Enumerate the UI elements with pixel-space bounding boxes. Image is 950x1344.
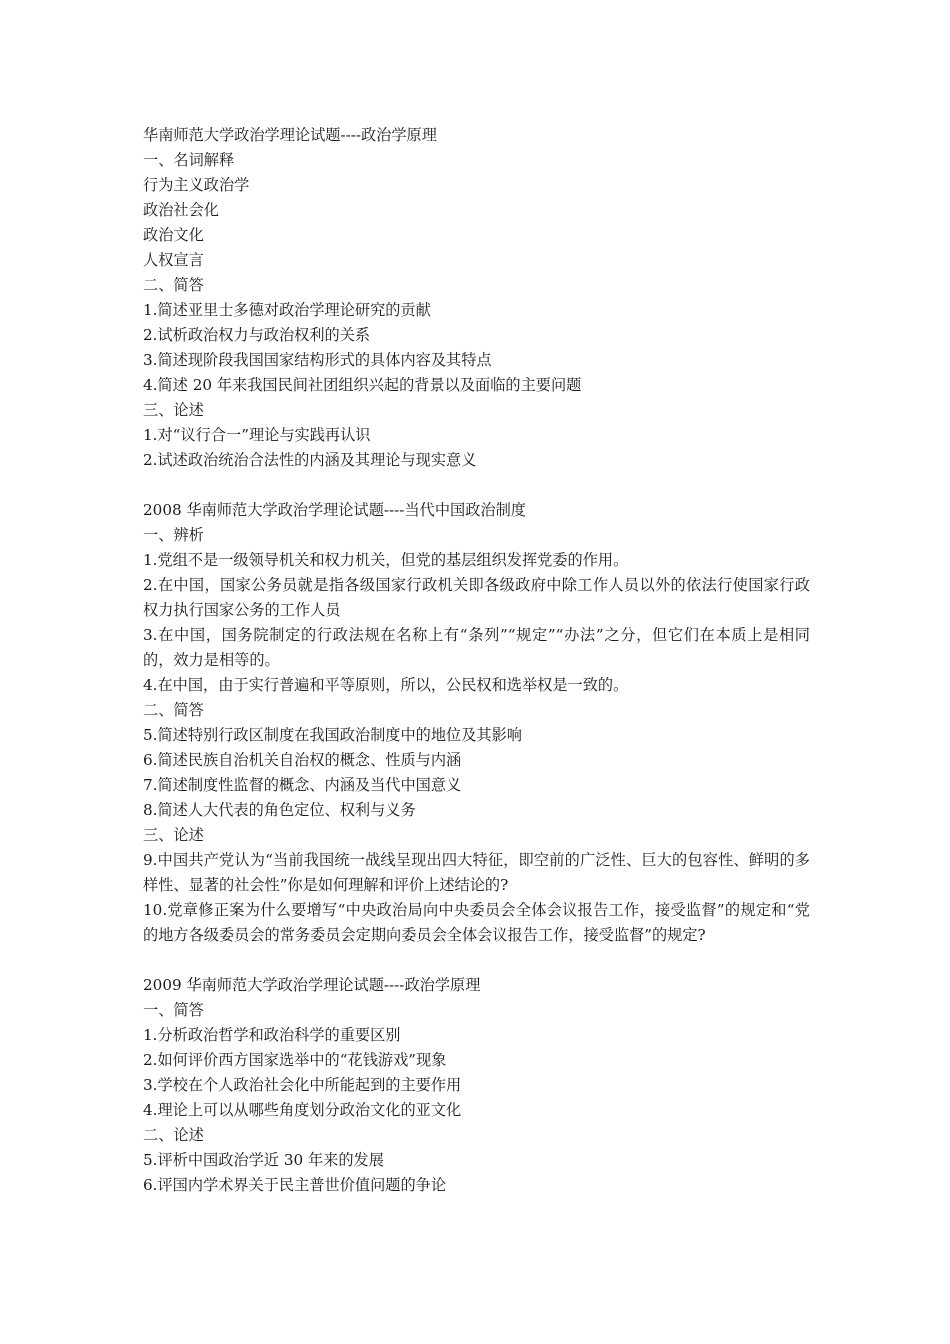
question-item: 1.分析政治哲学和政治科学的重要区别 — [143, 1026, 401, 1044]
heading-short-answer: 二、简答 — [143, 276, 204, 294]
term-item: 行为主义政治学 — [143, 176, 250, 194]
question-item: 1.党组不是一级领导机关和权力机关，但党的基层组织发挥党委的作用。 — [143, 551, 629, 569]
question-item: 3.学校在个人政治社会化中所能起到的主要作用 — [143, 1076, 462, 1094]
section-spacer — [143, 948, 810, 973]
heading-essay: 三、论述 — [143, 401, 204, 419]
heading-essay: 三、论述 — [143, 826, 204, 844]
term-item: 人权宣言 — [143, 251, 204, 269]
question-item: 4.简述 20 年来我国民间社团组织兴起的背景以及面临的主要问题 — [143, 376, 582, 394]
section-2 — [143, 498, 810, 948]
heading-terms: 一、名词解释 — [143, 151, 235, 169]
section-3 — [143, 973, 810, 1198]
question-item: 1.对“议行合一”理论与实践再认识 — [143, 426, 371, 444]
question-item: 2.试析政治权力与政治权利的关系 — [143, 326, 371, 344]
question-item: 5.简述特别行政区制度在我国政治制度中的地位及其影响 — [143, 726, 522, 744]
question-item: 10.党章修正案为什么要增写“中央政治局向中央委员会全体会议报告工作，接受监督”的规定和“党的地方各级委员会的常务委员会定期向委员会全体会议报告工作，接受监督”的规定? — [143, 901, 810, 944]
heading-analysis: 一、辨析 — [143, 526, 204, 544]
question-item: 4.在中国，由于实行普遍和平等原则，所以，公民权和选举权是一致的。 — [143, 676, 629, 694]
question-item: 4.理论上可以从哪些角度划分政治文化的亚文化 — [143, 1101, 462, 1119]
question-item: 7.简述制度性监督的概念、内涵及当代中国意义 — [143, 776, 462, 794]
heading-short-answer: 一、简答 — [143, 1001, 204, 1019]
question-item: 8.简述人大代表的角色定位、权利与义务 — [143, 801, 416, 819]
term-item: 政治文化 — [143, 226, 204, 244]
question-item: 6.评国内学术界关于民主普世价值问题的争论 — [143, 1176, 447, 1194]
section-title: 华南师范大学政治学理论试题----政治学原理 — [143, 126, 437, 144]
question-item: 9.中国共产党认为“当前我国统一战线呈现出四大特征，即空前的广泛性、巨大的包容性、鲜明的多样性、显著的社会性”你是如何理解和评价上述结论的? — [143, 851, 810, 894]
section-title: 2008 华南师范大学政治学理论试题----当代中国政治制度 — [143, 501, 526, 519]
question-item: 1.简述亚里士多德对政治学理论研究的贡献 — [143, 301, 431, 319]
question-item: 2.试述政治统治合法性的内涵及其理论与现实意义 — [143, 451, 477, 469]
heading-short-answer: 二、简答 — [143, 701, 204, 719]
question-item: 3.在中国，国务院制定的行政法规在名称上有“条列”“规定”“办法”之分，但它们在本质上是相同的，效力是相等的。 — [143, 626, 810, 669]
heading-essay: 二、论述 — [143, 1126, 204, 1144]
term-item: 政治社会化 — [143, 201, 219, 219]
document-page — [143, 123, 810, 1198]
section-spacer — [143, 473, 810, 498]
section-title: 2009 华南师范大学政治学理论试题----政治学原理 — [143, 976, 481, 994]
question-item: 6.简述民族自治机关自治权的概念、性质与内涵 — [143, 751, 462, 769]
question-item: 3.简述现阶段我国国家结构形式的具体内容及其特点 — [143, 351, 492, 369]
question-item: 2.在中国，国家公务员就是指各级国家行政机关即各级政府中除工作人员以外的依法行使国家行政权力执行国家公务的工作人员 — [143, 576, 810, 619]
section-1 — [143, 123, 810, 473]
question-item: 2.如何评价西方国家选举中的“花钱游戏”现象 — [143, 1051, 447, 1069]
question-item: 5.评析中国政治学近 30 年来的发展 — [143, 1151, 384, 1169]
